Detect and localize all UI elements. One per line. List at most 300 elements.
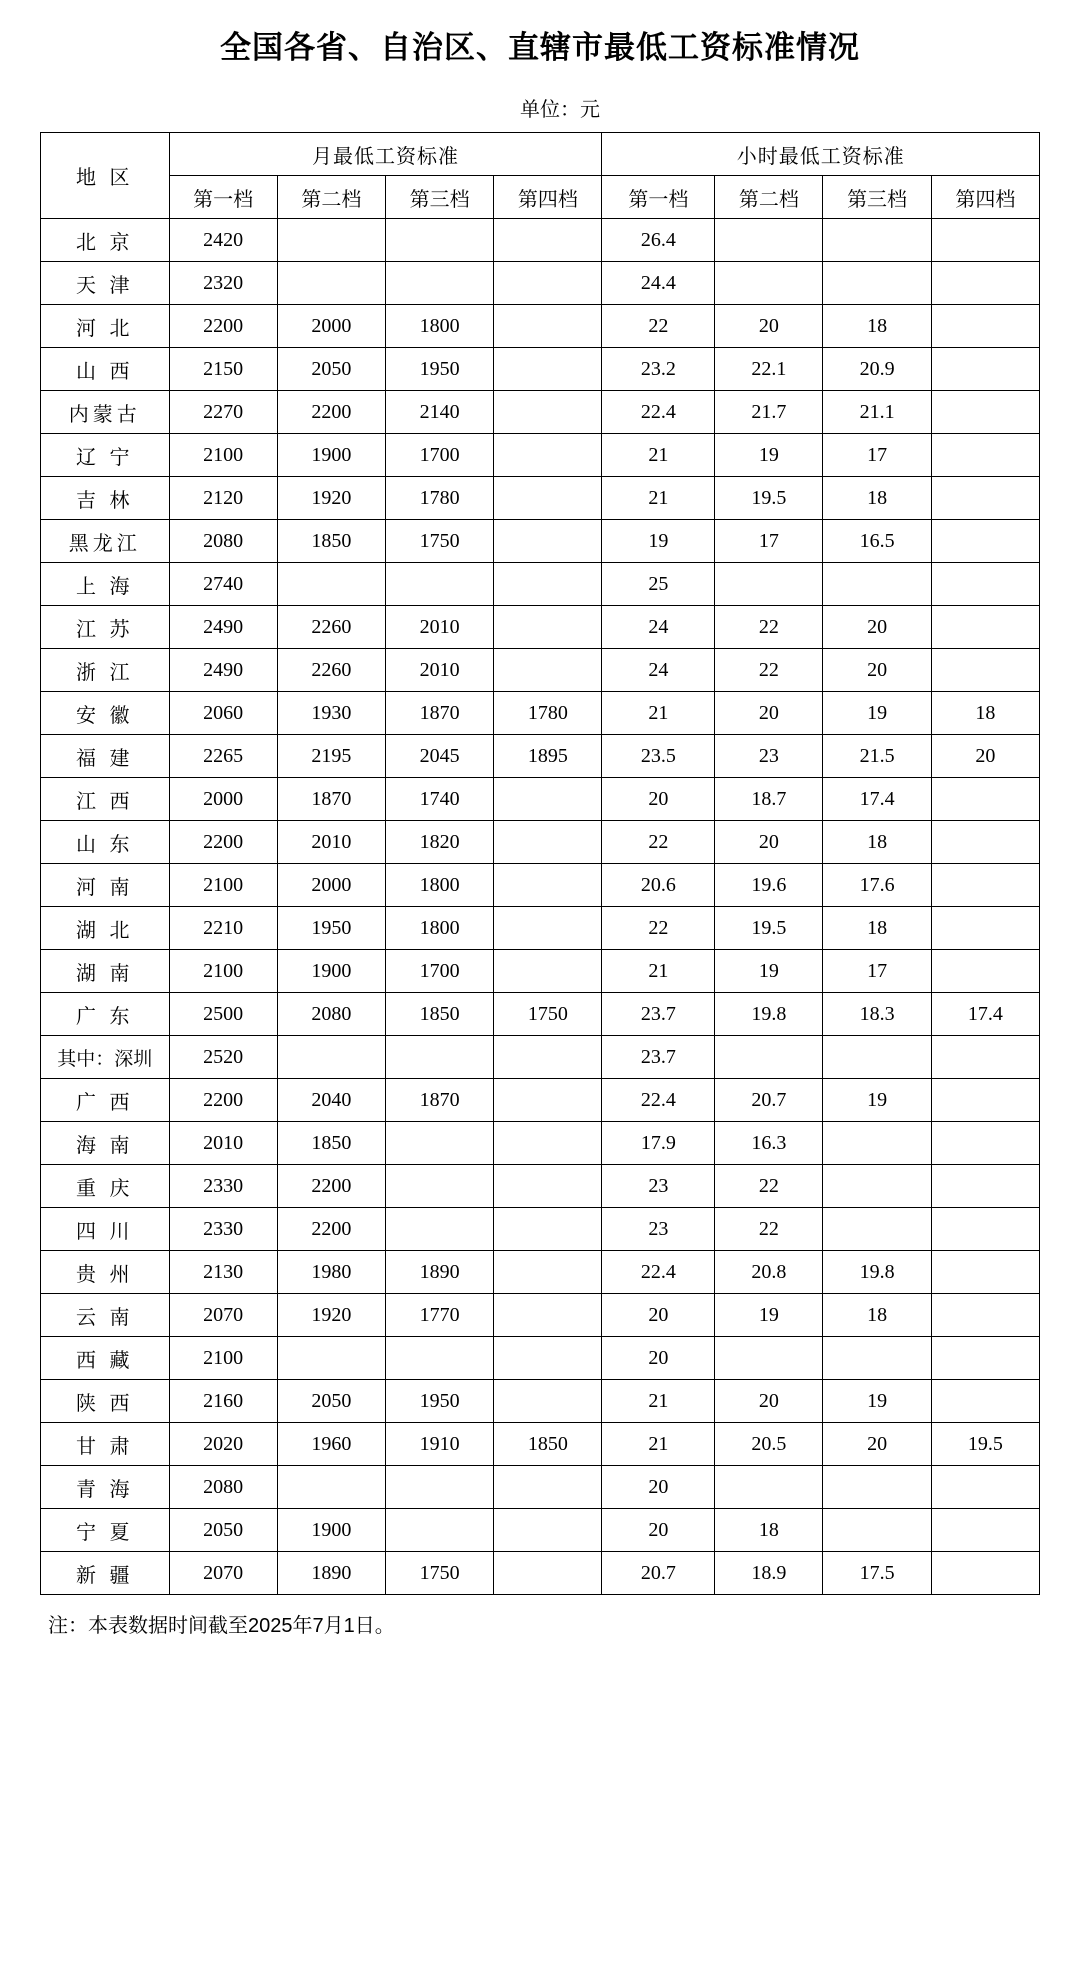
table-cell-value: 2100: [169, 950, 277, 993]
table-cell-value: 1960: [277, 1423, 385, 1466]
table-cell-value: [931, 563, 1039, 606]
table-cell-value: 20: [602, 778, 715, 821]
table-note: 注：本表数据时间截至2025年7月1日。: [48, 1615, 395, 1637]
table-cell-value: [494, 434, 602, 477]
table-cell-value: 1850: [277, 520, 385, 563]
table-cell-value: 1850: [386, 993, 494, 1036]
table-cell-value: 23.7: [602, 993, 715, 1036]
table-cell-value: 24: [602, 606, 715, 649]
table-cell-value: [931, 219, 1039, 262]
table-cell-value: 26.4: [602, 219, 715, 262]
table-cell-value: 2520: [169, 1036, 277, 1079]
table-cell-value: [494, 1036, 602, 1079]
table-cell-region: 湖 北: [41, 907, 170, 950]
table-cell-value: 25: [602, 563, 715, 606]
table-row: [41, 1466, 1040, 1509]
header-hourly-tier-1: 第一档: [602, 176, 715, 219]
table-cell-value: [277, 563, 385, 606]
table-cell-value: 19.6: [715, 864, 823, 907]
table-cell-value: 1890: [386, 1251, 494, 1294]
table-cell-value: [823, 1208, 931, 1251]
table-cell-region: 四 川: [41, 1208, 170, 1251]
table-cell-value: 1700: [386, 434, 494, 477]
table-cell-value: [494, 606, 602, 649]
table-cell-value: [494, 219, 602, 262]
table-cell-region: 贵 州: [41, 1251, 170, 1294]
table-cell-value: 22.4: [602, 1251, 715, 1294]
table-cell-value: 22: [602, 305, 715, 348]
table-cell-value: 17: [823, 950, 931, 993]
table-cell-value: [931, 520, 1039, 563]
table-cell-value: 1950: [386, 1380, 494, 1423]
table-cell-value: 21.1: [823, 391, 931, 434]
table-row: [41, 1251, 1040, 1294]
table-cell-value: 20.7: [715, 1079, 823, 1122]
table-cell-value: [386, 1337, 494, 1380]
table-cell-value: [494, 821, 602, 864]
table-cell-value: 20: [823, 649, 931, 692]
table-cell-value: [931, 1251, 1039, 1294]
table-cell-value: 18.3: [823, 993, 931, 1036]
table-cell-value: 1850: [494, 1423, 602, 1466]
table-header-row-groups: [41, 133, 1040, 176]
table-cell-value: 21: [602, 477, 715, 520]
table-cell-value: 1920: [277, 1294, 385, 1337]
table-cell-value: 2200: [277, 1165, 385, 1208]
table-cell-value: [277, 1036, 385, 1079]
header-monthly-tier-3: 第三档: [386, 176, 494, 219]
table-cell-value: [715, 219, 823, 262]
table-cell-value: 2080: [277, 993, 385, 1036]
table-cell-value: 20.6: [602, 864, 715, 907]
table-cell-value: 2010: [277, 821, 385, 864]
table-cell-value: 2100: [169, 434, 277, 477]
table-cell-value: 20: [602, 1466, 715, 1509]
table-cell-value: 17.5: [823, 1552, 931, 1595]
table-cell-value: [494, 1122, 602, 1165]
table-cell-value: 23.5: [602, 735, 715, 778]
table-cell-value: 2050: [277, 348, 385, 391]
table-cell-value: [931, 907, 1039, 950]
table-cell-value: 2150: [169, 348, 277, 391]
table-cell-region: 青 海: [41, 1466, 170, 1509]
table-cell-value: [931, 778, 1039, 821]
table-cell-value: [931, 305, 1039, 348]
table-cell-value: [823, 563, 931, 606]
table-cell-value: [386, 262, 494, 305]
table-row: [41, 864, 1040, 907]
table-cell-value: 21: [602, 1380, 715, 1423]
table-row: [41, 1423, 1040, 1466]
table-cell-value: 1750: [386, 520, 494, 563]
table-cell-value: 1930: [277, 692, 385, 735]
table-cell-value: 2265: [169, 735, 277, 778]
table-cell-value: [494, 907, 602, 950]
table-body: [41, 219, 1040, 1595]
table-cell-value: 17: [823, 434, 931, 477]
table-cell-value: 2070: [169, 1552, 277, 1595]
table-cell-value: [823, 262, 931, 305]
table-cell-value: 1950: [386, 348, 494, 391]
table-cell-value: [386, 563, 494, 606]
table-cell-region: 浙 江: [41, 649, 170, 692]
table-cell-value: 22: [715, 606, 823, 649]
table-cell-value: [931, 1294, 1039, 1337]
table-cell-value: [931, 434, 1039, 477]
table-cell-value: 1770: [386, 1294, 494, 1337]
table-cell-value: 2020: [169, 1423, 277, 1466]
table-cell-value: [494, 950, 602, 993]
table-cell-value: [931, 391, 1039, 434]
table-row: [41, 348, 1040, 391]
table-cell-value: [494, 1165, 602, 1208]
table-cell-value: 19: [823, 692, 931, 735]
table-cell-value: 20: [602, 1337, 715, 1380]
table-cell-value: 2200: [169, 305, 277, 348]
table-cell-value: [494, 864, 602, 907]
table-cell-region: 重 庆: [41, 1165, 170, 1208]
table-cell-value: 2330: [169, 1165, 277, 1208]
table-cell-value: 1870: [386, 692, 494, 735]
table-cell-value: 20.5: [715, 1423, 823, 1466]
table-cell-region: 云 南: [41, 1294, 170, 1337]
table-cell-region: 北 京: [41, 219, 170, 262]
table-cell-value: 2050: [169, 1509, 277, 1552]
table-cell-value: 2000: [277, 305, 385, 348]
table-cell-value: 1950: [277, 907, 385, 950]
table-cell-value: [386, 1466, 494, 1509]
table-cell-value: 20: [715, 692, 823, 735]
table-cell-value: 20: [602, 1509, 715, 1552]
table-cell-value: 19.8: [823, 1251, 931, 1294]
table-cell-value: 18.9: [715, 1552, 823, 1595]
table-cell-value: 2740: [169, 563, 277, 606]
table-cell-value: 1800: [386, 907, 494, 950]
table-cell-value: 17.6: [823, 864, 931, 907]
table-cell-value: 16.5: [823, 520, 931, 563]
table-cell-value: 1900: [277, 434, 385, 477]
table-cell-value: 2100: [169, 864, 277, 907]
table-cell-value: 24: [602, 649, 715, 692]
table-row: [41, 649, 1040, 692]
table-header-row-tiers: [41, 176, 1040, 219]
table-cell-value: [931, 606, 1039, 649]
table-cell-value: 22.1: [715, 348, 823, 391]
table-cell-value: [823, 1036, 931, 1079]
table-cell-value: [386, 1036, 494, 1079]
table-cell-value: 22: [602, 907, 715, 950]
table-cell-value: 22: [602, 821, 715, 864]
table-cell-value: 2045: [386, 735, 494, 778]
table-cell-value: 2120: [169, 477, 277, 520]
table-cell-value: [277, 219, 385, 262]
table-cell-value: 16.3: [715, 1122, 823, 1165]
table-row: [41, 477, 1040, 520]
table-cell-value: [931, 821, 1039, 864]
table-cell-value: 1800: [386, 305, 494, 348]
table-cell-value: [494, 563, 602, 606]
table-cell-value: [931, 950, 1039, 993]
table-cell-value: 2200: [169, 821, 277, 864]
table-cell-value: 2100: [169, 1337, 277, 1380]
table-cell-value: 18: [715, 1509, 823, 1552]
table-cell-value: 20: [823, 606, 931, 649]
table-cell-region: 福 建: [41, 735, 170, 778]
table-cell-value: [931, 1079, 1039, 1122]
table-cell-region: 辽 宁: [41, 434, 170, 477]
table-cell-value: 18: [823, 305, 931, 348]
table-cell-value: 18: [823, 907, 931, 950]
table-cell-value: 1870: [386, 1079, 494, 1122]
table-cell-value: 2200: [277, 391, 385, 434]
table-row: [41, 735, 1040, 778]
table-cell-value: [931, 649, 1039, 692]
header-region: 地 区: [41, 133, 170, 219]
table-cell-value: 23: [602, 1165, 715, 1208]
table-cell-value: 18: [823, 821, 931, 864]
table-cell-value: 1900: [277, 1509, 385, 1552]
table-cell-value: [386, 1509, 494, 1552]
table-cell-region: 山 东: [41, 821, 170, 864]
table-cell-value: 19: [715, 1294, 823, 1337]
table-cell-value: 19.8: [715, 993, 823, 1036]
table-cell-region: 江 西: [41, 778, 170, 821]
table-cell-value: 20: [823, 1423, 931, 1466]
table-cell-value: [494, 1380, 602, 1423]
table-row: [41, 907, 1040, 950]
table-cell-value: 1700: [386, 950, 494, 993]
table-cell-region: 河 北: [41, 305, 170, 348]
table-cell-value: 21.7: [715, 391, 823, 434]
table-row: [41, 1122, 1040, 1165]
table-cell-value: 18.7: [715, 778, 823, 821]
table-cell-value: 1820: [386, 821, 494, 864]
table-cell-value: [494, 348, 602, 391]
table-cell-value: 2210: [169, 907, 277, 950]
table-row: [41, 993, 1040, 1036]
table-cell-value: [715, 1337, 823, 1380]
table-cell-value: 2195: [277, 735, 385, 778]
table-cell-value: 19: [823, 1380, 931, 1423]
table-cell-value: 1850: [277, 1122, 385, 1165]
table-cell-value: 19.5: [715, 477, 823, 520]
minimum-wage-table: [40, 132, 1040, 1595]
table-cell-value: 1780: [494, 692, 602, 735]
table-cell-value: 2500: [169, 993, 277, 1036]
table-cell-value: [823, 1337, 931, 1380]
table-cell-value: 1895: [494, 735, 602, 778]
table-row: [41, 778, 1040, 821]
table-cell-value: 1980: [277, 1251, 385, 1294]
table-cell-region: 宁 夏: [41, 1509, 170, 1552]
table-cell-region: 黑龙江: [41, 520, 170, 563]
table-cell-value: [494, 1251, 602, 1294]
table-cell-value: 2010: [386, 606, 494, 649]
table-row: [41, 1165, 1040, 1208]
table-row: [41, 262, 1040, 305]
table-row: [41, 391, 1040, 434]
table-cell-value: 19.5: [931, 1423, 1039, 1466]
table-cell-value: [715, 262, 823, 305]
table-cell-value: 21.5: [823, 735, 931, 778]
table-cell-value: 2490: [169, 606, 277, 649]
table-cell-value: 2260: [277, 649, 385, 692]
table-cell-value: [494, 1509, 602, 1552]
table-cell-value: 18: [931, 692, 1039, 735]
page-title: 全国各省、自治区、直辖市最低工资标准情况: [220, 30, 860, 65]
table-cell-value: 2080: [169, 520, 277, 563]
table-cell-value: 2140: [386, 391, 494, 434]
table-cell-value: [494, 1079, 602, 1122]
table-cell-value: [931, 1337, 1039, 1380]
table-cell-value: 1800: [386, 864, 494, 907]
table-cell-value: 1910: [386, 1423, 494, 1466]
table-cell-region: 湖 南: [41, 950, 170, 993]
table-cell-value: [931, 348, 1039, 391]
table-cell-value: 1870: [277, 778, 385, 821]
table-cell-value: 21: [602, 1423, 715, 1466]
table-cell-value: [931, 477, 1039, 520]
table-cell-value: [494, 305, 602, 348]
table-cell-value: 17.4: [931, 993, 1039, 1036]
table-cell-value: [715, 1466, 823, 1509]
table-cell-value: [931, 1208, 1039, 1251]
table-cell-value: 20: [715, 1380, 823, 1423]
table-cell-value: 2270: [169, 391, 277, 434]
table-cell-value: [823, 1122, 931, 1165]
table-row: [41, 305, 1040, 348]
table-cell-value: 22.4: [602, 1079, 715, 1122]
table-cell-value: 17.9: [602, 1122, 715, 1165]
table-cell-value: [386, 1165, 494, 1208]
table-cell-value: 2070: [169, 1294, 277, 1337]
table-cell-value: 2060: [169, 692, 277, 735]
header-monthly-group: 月最低工资标准: [169, 133, 602, 176]
table-cell-region: 新 疆: [41, 1552, 170, 1595]
table-cell-value: [277, 262, 385, 305]
table-row: [41, 692, 1040, 735]
table-cell-value: [715, 1036, 823, 1079]
table-row: [41, 1337, 1040, 1380]
table-cell-value: 22: [715, 1165, 823, 1208]
table-cell-region: 吉 林: [41, 477, 170, 520]
table-cell-value: 1780: [386, 477, 494, 520]
table-cell-value: [931, 1466, 1039, 1509]
table-cell-value: 2200: [169, 1079, 277, 1122]
table-cell-value: [386, 1122, 494, 1165]
table-cell-value: 2420: [169, 219, 277, 262]
table-cell-value: 20.7: [602, 1552, 715, 1595]
unit-label: 单位：元: [520, 99, 600, 121]
table-cell-value: 19: [823, 1079, 931, 1122]
table-cell-value: [494, 649, 602, 692]
table-cell-value: 23: [715, 735, 823, 778]
table-cell-value: 19: [602, 520, 715, 563]
table-cell-value: 22.4: [602, 391, 715, 434]
table-row: [41, 520, 1040, 563]
table-cell-value: [494, 1337, 602, 1380]
table-cell-value: 21: [602, 692, 715, 735]
header-hourly-group: 小时最低工资标准: [602, 133, 1040, 176]
table-cell-value: 2200: [277, 1208, 385, 1251]
table-cell-value: 18: [823, 1294, 931, 1337]
table-cell-value: 21: [602, 434, 715, 477]
table-cell-value: [277, 1337, 385, 1380]
table-cell-value: 19: [715, 434, 823, 477]
table-cell-region: 河 南: [41, 864, 170, 907]
table-cell-value: 2080: [169, 1466, 277, 1509]
table-cell-value: [494, 1552, 602, 1595]
table-cell-value: 2010: [169, 1122, 277, 1165]
table-cell-value: 17.4: [823, 778, 931, 821]
header-hourly-tier-3: 第三档: [823, 176, 931, 219]
table-cell-value: [277, 1466, 385, 1509]
table-cell-value: 1740: [386, 778, 494, 821]
table-row: [41, 950, 1040, 993]
table-cell-region: 甘 肃: [41, 1423, 170, 1466]
table-cell-value: [931, 1380, 1039, 1423]
table-cell-value: [931, 262, 1039, 305]
table-row: [41, 434, 1040, 477]
table-row: [41, 1036, 1040, 1079]
table-cell-value: 19.5: [715, 907, 823, 950]
table-cell-value: [931, 1552, 1039, 1595]
table-cell-value: 1920: [277, 477, 385, 520]
table-header: [41, 133, 1040, 219]
table-cell-value: [823, 1509, 931, 1552]
table-cell-value: [823, 1165, 931, 1208]
table-cell-region: 江 苏: [41, 606, 170, 649]
unit-label-line: [0, 93, 1080, 122]
table-cell-value: 1900: [277, 950, 385, 993]
table-cell-region: 上 海: [41, 563, 170, 606]
table-cell-region: 广 西: [41, 1079, 170, 1122]
table-cell-value: 2260: [277, 606, 385, 649]
table-cell-region: 其中：深圳: [41, 1036, 170, 1079]
table-cell-value: [494, 1466, 602, 1509]
table-cell-value: 20: [715, 821, 823, 864]
table-cell-region: 海 南: [41, 1122, 170, 1165]
table-cell-value: [931, 1165, 1039, 1208]
table-cell-value: 2010: [386, 649, 494, 692]
table-cell-value: [931, 1509, 1039, 1552]
table-cell-value: 1750: [386, 1552, 494, 1595]
table-cell-value: 23: [602, 1208, 715, 1251]
table-cell-value: 21: [602, 950, 715, 993]
table-cell-value: 20: [715, 305, 823, 348]
table-cell-value: 2160: [169, 1380, 277, 1423]
table-cell-value: [494, 520, 602, 563]
table-cell-value: 18: [823, 477, 931, 520]
header-hourly-tier-2: 第二档: [715, 176, 823, 219]
table-cell-value: 24.4: [602, 262, 715, 305]
table-cell-value: 2040: [277, 1079, 385, 1122]
table-cell-value: 2000: [169, 778, 277, 821]
table-cell-value: [494, 778, 602, 821]
table-cell-value: 19: [715, 950, 823, 993]
table-cell-value: 20: [931, 735, 1039, 778]
table-cell-value: 20.8: [715, 1251, 823, 1294]
table-cell-value: [494, 1208, 602, 1251]
table-cell-value: [494, 391, 602, 434]
table-cell-value: [823, 1466, 931, 1509]
table-cell-value: 2490: [169, 649, 277, 692]
table-row: [41, 1509, 1040, 1552]
table-row: [41, 563, 1040, 606]
table-cell-value: [494, 477, 602, 520]
table-row: [41, 1208, 1040, 1251]
table-cell-value: 2330: [169, 1208, 277, 1251]
